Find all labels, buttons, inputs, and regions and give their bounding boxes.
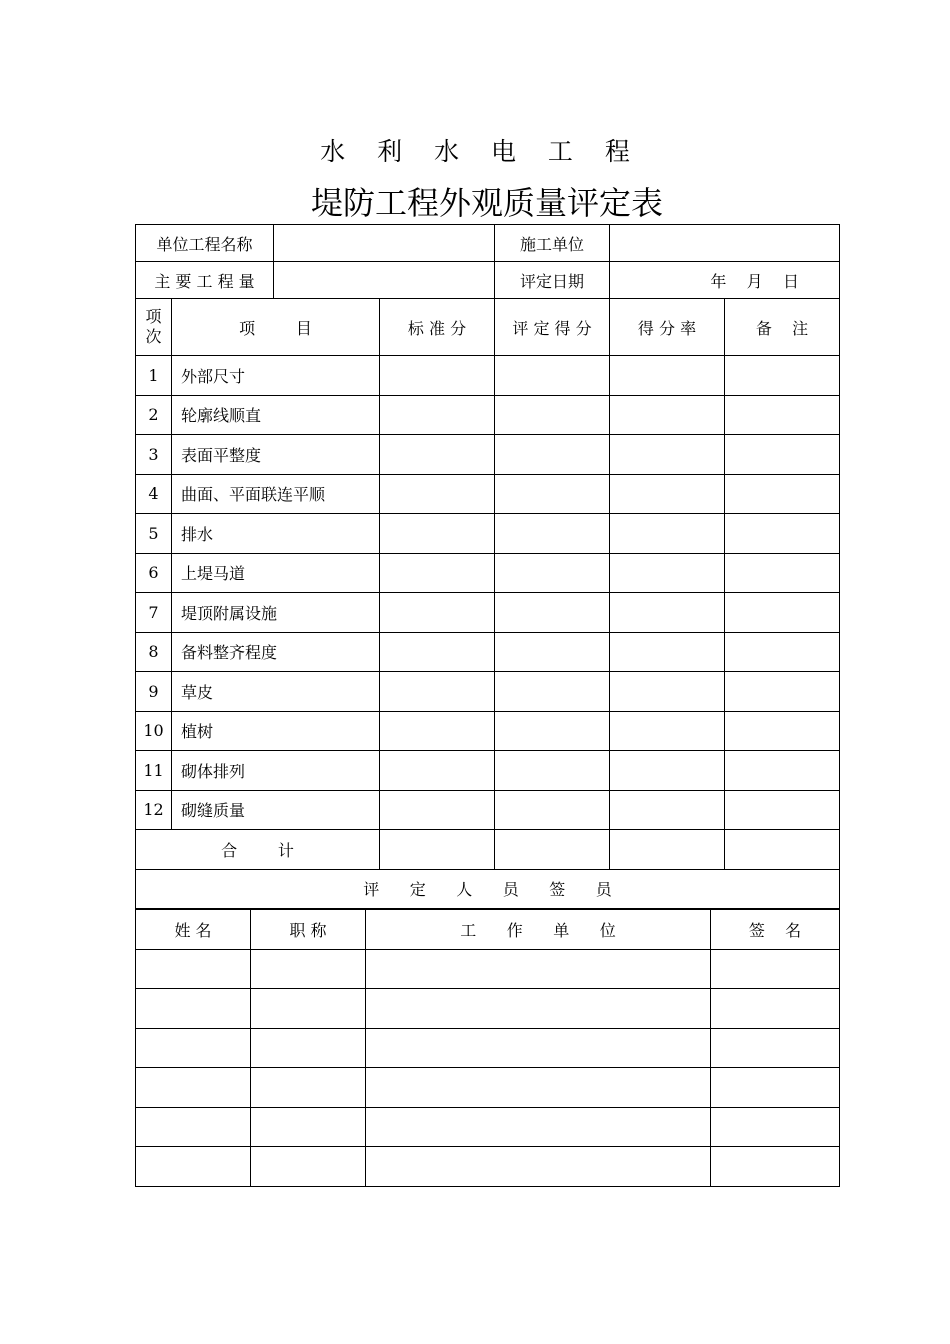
- construction-unit-field[interactable]: [610, 225, 840, 262]
- signature-header-text: 签 名: [748, 920, 802, 940]
- item-number: 11: [136, 751, 172, 791]
- score-rate-cell[interactable]: [610, 395, 725, 435]
- remarks-cell[interactable]: [725, 790, 840, 830]
- item-name: 砌缝质量: [172, 790, 380, 830]
- item-number: 1: [136, 356, 172, 396]
- score-rate-cell[interactable]: [610, 593, 725, 633]
- item-name: 草皮: [172, 672, 380, 712]
- signers-header-row: [136, 910, 840, 950]
- construction-unit-label: 施工单位: [495, 225, 610, 262]
- eval-date-value: 年 月 日: [710, 271, 800, 291]
- name-column-header: 姓 名: [136, 910, 251, 950]
- main-quantity-row: [136, 262, 840, 299]
- signer-name-cell[interactable]: [136, 1028, 251, 1068]
- item-name: 轮廓线顺直: [172, 395, 380, 435]
- eval-score-cell[interactable]: [495, 672, 610, 712]
- standard-score-cell[interactable]: [380, 593, 495, 633]
- document-title: 堤防工程外观质量评定表: [310, 184, 663, 222]
- score-rate-cell[interactable]: [610, 514, 725, 554]
- signer-signature-cell[interactable]: [711, 949, 840, 989]
- eval-score-cell[interactable]: [495, 751, 610, 791]
- seq-column-header: [136, 299, 172, 356]
- item-name: 植树: [172, 711, 380, 751]
- score-rate-cell[interactable]: [610, 751, 725, 791]
- standard-score-cell[interactable]: [380, 474, 495, 514]
- main-quantity-label: 主 要 工 程 量: [136, 262, 274, 299]
- signer-signature-cell[interactable]: [711, 1147, 840, 1187]
- signature-column-header: [711, 910, 840, 950]
- table-row: [136, 790, 840, 830]
- item-number: 8: [136, 632, 172, 672]
- signer-name-cell[interactable]: [136, 1068, 251, 1108]
- standard-score-cell[interactable]: [380, 553, 495, 593]
- project-name-row: [136, 225, 840, 262]
- column-header-row: [136, 299, 840, 356]
- eval-score-cell[interactable]: [495, 632, 610, 672]
- signer-name-cell[interactable]: [136, 1107, 251, 1147]
- score-rate-header: 得 分 率: [610, 299, 725, 356]
- signer-position-cell[interactable]: [251, 1147, 366, 1187]
- item-number: 7: [136, 593, 172, 633]
- signers-title-row: [136, 869, 840, 908]
- score-rate-cell[interactable]: [610, 474, 725, 514]
- table-row: [136, 593, 840, 633]
- table-row: [136, 395, 840, 435]
- item-name: 堤顶附属设施: [172, 593, 380, 633]
- signer-row: [136, 1107, 840, 1147]
- remarks-cell[interactable]: [725, 395, 840, 435]
- item-name: 外部尺寸: [172, 356, 380, 396]
- item-name: 排水: [172, 514, 380, 554]
- total-label-text: 合 计: [221, 840, 294, 860]
- signer-work-unit-cell[interactable]: [366, 1068, 711, 1108]
- item-name: 上堤马道: [172, 553, 380, 593]
- item-header-text: 项 目: [239, 318, 312, 338]
- signers-table: [135, 909, 840, 1187]
- evaluation-table: [135, 224, 840, 909]
- item-number: 9: [136, 672, 172, 712]
- item-number: 5: [136, 514, 172, 554]
- remarks-cell[interactable]: [725, 632, 840, 672]
- signer-work-unit-cell[interactable]: [366, 949, 711, 989]
- signer-row: [136, 1147, 840, 1187]
- table-row: [136, 711, 840, 751]
- standard-score-cell[interactable]: [380, 790, 495, 830]
- remarks-cell[interactable]: [725, 711, 840, 751]
- item-number: 10: [136, 711, 172, 751]
- table-row: [136, 514, 840, 554]
- remarks-cell[interactable]: [725, 435, 840, 475]
- signer-position-cell[interactable]: [251, 989, 366, 1029]
- signer-signature-cell[interactable]: [711, 1028, 840, 1068]
- remarks-cell[interactable]: [725, 514, 840, 554]
- standard-score-cell[interactable]: [380, 395, 495, 435]
- signer-row: [136, 949, 840, 989]
- table-row: [136, 356, 840, 396]
- seq-header-line2: 次: [145, 327, 162, 346]
- item-name: 砌体排列: [172, 751, 380, 791]
- eval-score-cell[interactable]: [495, 711, 610, 751]
- seq-header-line1: 项: [145, 307, 162, 326]
- signer-work-unit-cell[interactable]: [366, 1147, 711, 1187]
- standard-score-header: 标 准 分: [380, 299, 495, 356]
- total-eval-score-cell[interactable]: [495, 830, 610, 870]
- signer-name-cell[interactable]: [136, 1147, 251, 1187]
- remarks-header-text: 备 注: [755, 318, 809, 338]
- standard-score-cell[interactable]: [380, 711, 495, 751]
- standard-score-cell[interactable]: [380, 672, 495, 712]
- standard-score-cell[interactable]: [380, 514, 495, 554]
- item-number: 6: [136, 553, 172, 593]
- remarks-cell[interactable]: [725, 553, 840, 593]
- score-rate-cell[interactable]: [610, 356, 725, 396]
- signer-position-cell[interactable]: [251, 1068, 366, 1108]
- project-name-field[interactable]: [274, 225, 495, 262]
- item-name: 表面平整度: [172, 435, 380, 475]
- item-number: 3: [136, 435, 172, 475]
- position-column-header: 职 称: [251, 910, 366, 950]
- score-rate-cell[interactable]: [610, 672, 725, 712]
- signers-section-title: [136, 869, 840, 908]
- signer-position-cell[interactable]: [251, 1028, 366, 1068]
- eval-score-cell[interactable]: [495, 514, 610, 554]
- eval-score-cell[interactable]: [495, 474, 610, 514]
- document-subtitle: 水 利 水 电 工 程: [320, 137, 642, 166]
- total-label: [136, 830, 380, 870]
- total-remarks-cell[interactable]: [725, 830, 840, 870]
- signer-work-unit-cell[interactable]: [366, 1107, 711, 1147]
- eval-date-field[interactable]: [610, 262, 840, 299]
- signer-row: [136, 989, 840, 1029]
- standard-score-cell[interactable]: [380, 356, 495, 396]
- signer-work-unit-cell[interactable]: [366, 989, 711, 1029]
- remarks-cell[interactable]: [725, 474, 840, 514]
- signer-position-cell[interactable]: [251, 949, 366, 989]
- remarks-cell[interactable]: [725, 593, 840, 633]
- item-number: 12: [136, 790, 172, 830]
- eval-score-cell[interactable]: [495, 790, 610, 830]
- signer-position-cell[interactable]: [251, 1107, 366, 1147]
- eval-score-cell[interactable]: [495, 356, 610, 396]
- signers-title-text: 评 定 人 员 签 员: [363, 880, 612, 899]
- signer-signature-cell[interactable]: [711, 1068, 840, 1108]
- total-standard-score-cell[interactable]: [380, 830, 495, 870]
- work-unit-column-header: [366, 910, 711, 950]
- item-name: 备料整齐程度: [172, 632, 380, 672]
- signer-name-cell[interactable]: [136, 949, 251, 989]
- score-rate-cell[interactable]: [610, 711, 725, 751]
- eval-score-cell[interactable]: [495, 395, 610, 435]
- table-row: [136, 751, 840, 791]
- score-rate-cell[interactable]: [610, 435, 725, 475]
- total-row: [136, 830, 840, 870]
- signer-row: [136, 1028, 840, 1068]
- signer-signature-cell[interactable]: [711, 989, 840, 1029]
- remarks-cell[interactable]: [725, 751, 840, 791]
- remarks-header: [725, 299, 840, 356]
- standard-score-cell[interactable]: [380, 632, 495, 672]
- table-row: [136, 435, 840, 475]
- signer-row: [136, 1068, 840, 1108]
- project-name-label: 单位工程名称: [136, 225, 274, 262]
- table-row: [136, 632, 840, 672]
- item-name: 曲面、平面联连平顺: [172, 474, 380, 514]
- item-number: 4: [136, 474, 172, 514]
- main-quantity-field[interactable]: [274, 262, 495, 299]
- item-number: 2: [136, 395, 172, 435]
- remarks-cell[interactable]: [725, 672, 840, 712]
- score-rate-cell[interactable]: [610, 790, 725, 830]
- score-rate-cell[interactable]: [610, 632, 725, 672]
- total-score-rate-cell[interactable]: [610, 830, 725, 870]
- standard-score-cell[interactable]: [380, 751, 495, 791]
- table-row: [136, 553, 840, 593]
- work-unit-header-text: 工 作 单 位: [460, 920, 616, 940]
- eval-score-cell[interactable]: [495, 593, 610, 633]
- table-row: [136, 672, 840, 712]
- eval-date-label: 评定日期: [495, 262, 610, 299]
- signer-work-unit-cell[interactable]: [366, 1028, 711, 1068]
- eval-score-header: 评 定 得 分: [495, 299, 610, 356]
- remarks-cell[interactable]: [725, 356, 840, 396]
- eval-score-cell[interactable]: [495, 435, 610, 475]
- signer-signature-cell[interactable]: [711, 1107, 840, 1147]
- item-column-header: [172, 299, 380, 356]
- score-rate-cell[interactable]: [610, 553, 725, 593]
- standard-score-cell[interactable]: [380, 435, 495, 475]
- signer-name-cell[interactable]: [136, 989, 251, 1029]
- table-row: [136, 474, 840, 514]
- eval-score-cell[interactable]: [495, 553, 610, 593]
